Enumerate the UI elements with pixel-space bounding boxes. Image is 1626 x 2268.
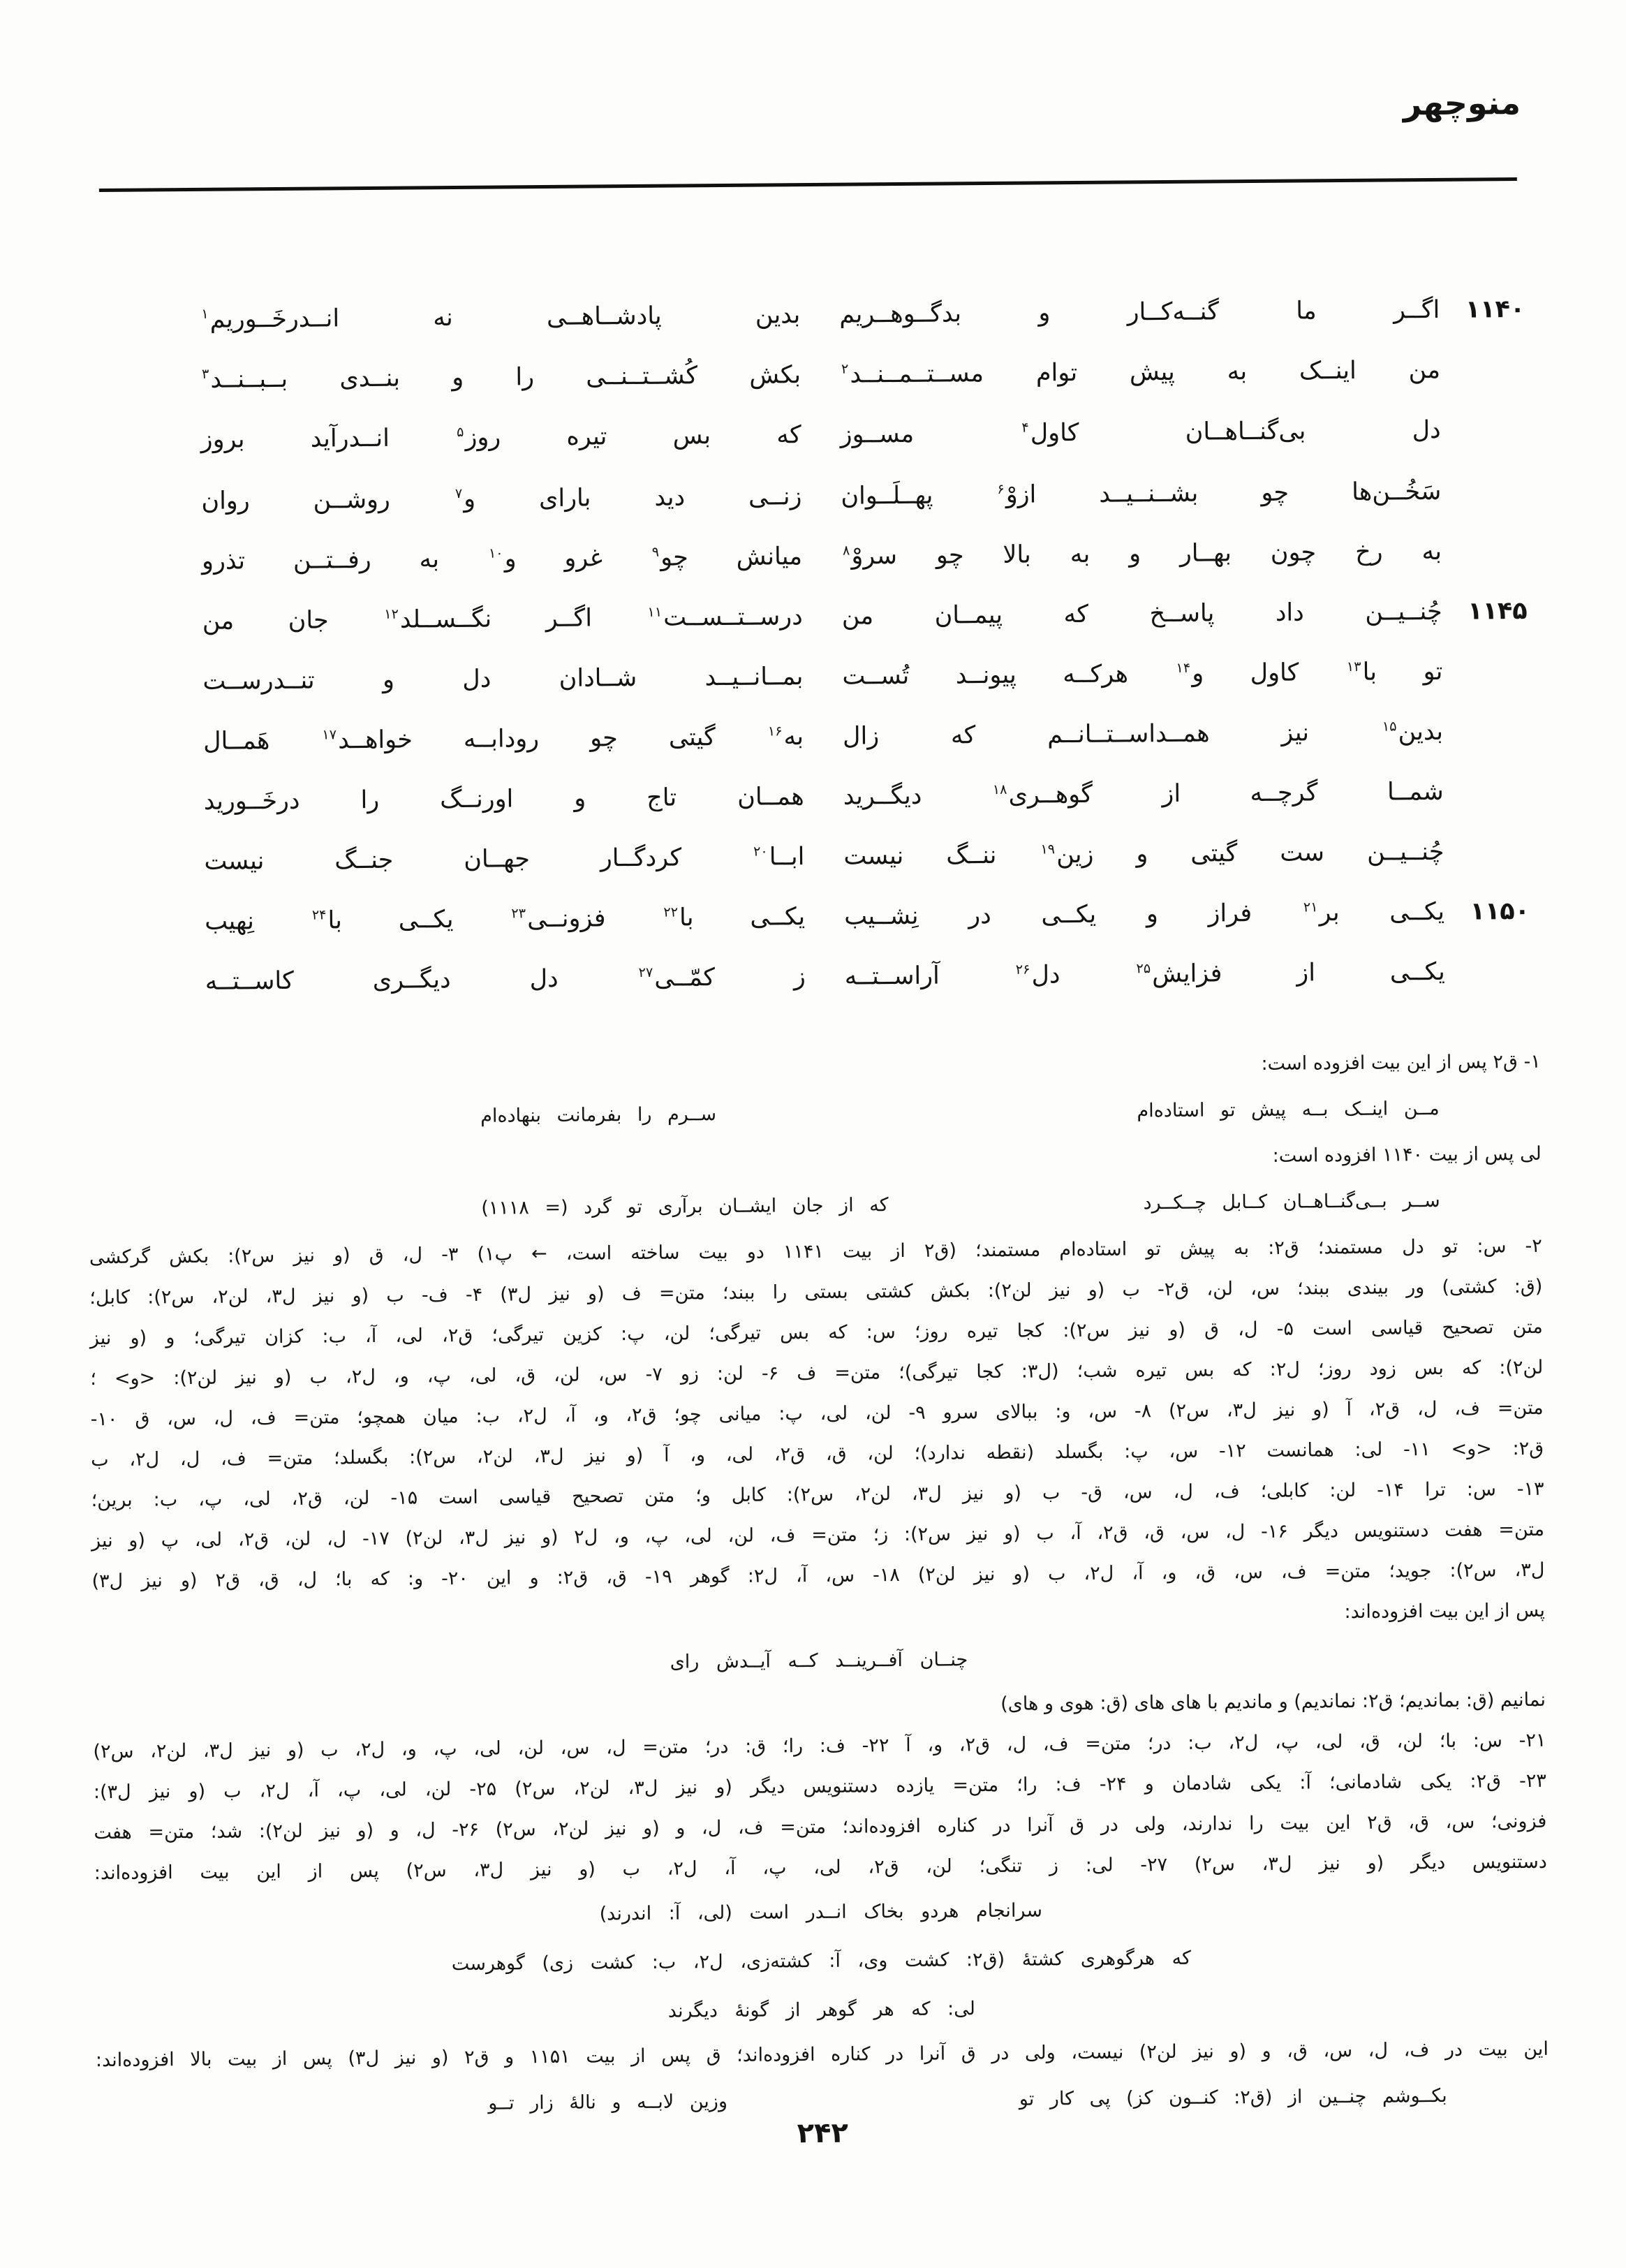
apparatus-text-line: متن تصحیح قیاسی است ۵- ل، ق (و نیز س۲): کجا تیره روز؛ س: که بس تیرگی؛ لن، پ: کزین تیرگی؛ ق۲، لی، آ، ب: کزان تیرگی؛ و (و نیز (89, 1316, 1543, 1350)
running-title: منوچهر (1403, 84, 1521, 123)
poem-line (179, 353, 1525, 396)
footnote-marker: ۱۰ (488, 545, 503, 561)
poem-line (183, 775, 1529, 818)
hemistich-left: بدین پادشــاهــی نه انــدرخَــوریم$^۱$ (201, 301, 801, 334)
verse-number: ۱۱۴۰ (1465, 295, 1525, 324)
poem-line (181, 535, 1527, 577)
apparatus-verse-hemistich-left: ســرم را بفرمانت بنهاده‌ام (480, 1103, 717, 1127)
apparatus-footnotes (88, 1050, 1549, 2141)
footnote-marker: ۴ (1021, 419, 1029, 436)
apparatus-verse-line: که هرگوهری کشتهٔ (ق۲: کشت وی، آ: کشته‌زی، ل۲، ب: کشت زی) گوهرست (451, 1947, 1192, 1975)
apparatus-text-line: فزونی؛ س، ق، ق۲ این بیت را ندارند، ولی در ق آنرا در کناره افزوده‌اند؛ متن= ف، ل، و (و نیز لن۲، س۲) ۲۶- ل، و (و نیز لن۲): شد؛ متن= هفت (94, 1810, 1547, 1844)
footnote-marker: ۲۲ (663, 904, 679, 921)
header-rule (99, 177, 1517, 192)
apparatus-text-line: متن= ف، ل، ق۲، آ (و نیز ل۳، س۲) ۸- س، و: ببالای سرو ۹- لن، لی، پ: میانی چو؛ ق۲، و، آ، ل۲، ب: میان همچو؛ متن= ف، ل، س، ق ۱۰- (90, 1397, 1544, 1431)
hemistich-left: همــان تاج و اورنــگ را درخَــورید (203, 783, 804, 816)
footnote-marker: ۲۱ (1303, 899, 1318, 915)
poem-line (180, 413, 1526, 456)
hemistich-right: شمــا گرچــه از گوهــری$^{۱۸}$ دیگــرید (843, 777, 1444, 811)
apparatus-verse-hemistich-left: وزین لابــه و نالهٔ زار تــو (488, 2091, 728, 2114)
hemistich-right: من اینــک به پیش توام مســتــمــنــد$^۲$ (841, 355, 1441, 389)
poem-verses (179, 293, 1530, 1026)
footnote-marker: ۶ (997, 481, 1005, 498)
footnote-marker: ۲ (841, 360, 849, 378)
footnote-marker: ۲۴ (311, 906, 327, 923)
poem-line (184, 955, 1530, 998)
hemistich-right: به رخ چون بهــار و به بالا چو سروْ$^۸$ (842, 537, 1442, 570)
apparatus-text-line: ل۳، س۲): جوید؛ متن= ف، س، ق، و، آ، ل۲، ب (و نیز لن۲) ۱۸- س، آ، ل۲: گوهر ۱۹- ق، ق۲: و این ۲۰- و: که با؛ ل، ق، ق۲ (و نیز ل۳) (91, 1559, 1545, 1593)
footnote-marker: ۲۰ (753, 843, 768, 860)
footnote-marker: ۵ (457, 424, 464, 441)
apparatus-text-line: متن= هفت دستنویس دیگر ۱۶- ل، س، ق، ق۲، آ، ب (و نیز س۲): ز؛ متن= ف، لن، لی، پ، و، ل۲ (و نیز ل۳، لن۲) ۱۷- ل، لن، ق۲، لی، پ (و نیز (91, 1518, 1545, 1552)
verse-number (1440, 377, 1525, 378)
apparatus-verse-line: لی: که هر گوهر از گونهٔ دیگرند (667, 1998, 976, 2022)
hemistich-left: بکش کُشــتــنــی را و بنــدی بــبــنــد$^۳$ (201, 361, 801, 394)
hemistich-left: زنــی دید بارای و$^۷$ روشــن روان (201, 483, 802, 515)
hemistich-left: یکــی با$^{۲۲}$ فزونــی$^{۲۳}$ یکــی با$^{۲۴}$ نِهیب (204, 903, 806, 936)
apparatus-verse-hemistich-right: بکــوشم چنــین از (ق۲: کنــون کز) پی کار تو (1019, 2084, 1447, 2110)
footnote-marker: ۱۵ (1382, 718, 1397, 735)
apparatus-text-line: این بیت در ف، ل، س، ق، و (و نیز لن۲) نیست، ولی در ق آنرا در کناره افزوده‌اند؛ ق پس از بیت ۱۱۵۱ و ق۲ (و نیز ل۳) پس از بیت بالا افزوده‌اند: (95, 2038, 1549, 2072)
apparatus-text-line: لی پس از بیت ۱۱۴۰ افزوده است: (1272, 1142, 1542, 1167)
footnote-marker: ۲۵ (1136, 960, 1151, 977)
hemistich-left: ابــا$^{۲۰}$ کردگــار جهــان جنــگ نیست (204, 843, 805, 876)
footnote-marker: ۱۸ (992, 781, 1007, 798)
footnote-marker: ۷ (454, 485, 463, 502)
hemistich-right: سَخُــن‌ها چو بشــنــیــد ازوْ$^۶$ پهــلَــوان (841, 477, 1442, 510)
footnote-marker: ۱۷ (322, 726, 337, 743)
poem-line (182, 715, 1528, 758)
poem-line (184, 895, 1530, 938)
apparatus-verse-hemistich-right: ســر بــی‌گنــاهــان کــابل چــکــرد (1143, 1189, 1440, 1214)
verse-number (1445, 979, 1530, 980)
hemistich-left: به$^{۱۶}$ گیتی چو رودابــه خواهــد$^{۱۷}$ هَمــال (202, 723, 804, 756)
footnote-marker: ۱۶ (767, 723, 783, 739)
hemistich-right: تو با$^{۱۳}$ کاول و$^{۱۴}$ هرکــه پیونــد تُســت (842, 657, 1443, 691)
apparatus-text-line: دستنویس دیگر (و نیز ل۳، س۲) ۲۷- لی: ز تنگی؛ لن، ق۲، لی، پ، آ، ل۲، ب (و نیز ل۳، س۲) پس از این بیت افزوده‌اند: (94, 1850, 1547, 1885)
footnote-marker: ۹ (651, 544, 660, 561)
verse-number: ۱۱۵۰ (1470, 897, 1530, 926)
hemistich-right: دل بی‌گنــاهــان کاول$^۴$ مســوز (840, 415, 1441, 449)
hemistich-left: ز کمّــی$^{۲۷}$ دل دیگــری کاســتــه (205, 963, 806, 996)
verse-number (1444, 799, 1529, 800)
footnote-marker: ۱۴ (1176, 660, 1191, 677)
hemistich-right: بدین$^{۱۵}$ نیز همــداســتــانــم که زال (842, 717, 1444, 751)
page-number: ۲۴۲ (797, 2116, 849, 2150)
footnote-marker: ۳ (201, 366, 209, 383)
hemistich-right: یکــی از فزایش$^{۲۵}$ دل$^{۲۶}$ آراســتــه (844, 957, 1445, 991)
footnote-marker: ۱ (201, 306, 209, 323)
footnote-marker: ۲۶ (1015, 961, 1030, 978)
apparatus-verse (480, 1091, 1440, 1134)
hemistich-right: اگــر ما گنــه‌کــار و بدگــوهــریم (839, 295, 1440, 329)
apparatus-verse-line: چنــان آفــرینــد کــه آیــدش رای (670, 1649, 968, 1673)
footnote-marker: ۲۷ (638, 964, 653, 981)
apparatus-text-line: ۲- س: تو دل مستمند؛ ق۲: به پیش تو استاده‌ام مستمند؛ (ق۲ از بیت ۱۱۴۱ دو بیت ساخته است، ← پ۱) ۳- ل، ق (و نیز س۲): بکش گرکشی (89, 1235, 1542, 1269)
apparatus-text-line: ۲۳- ق۲: یکی شادمانی؛ آ: یکی شادمان و ۲۴- ف: را؛ متن= یازده دستنویس دیگر (و نیز ل۳، لن۲، س۲) ۲۵- لن، لی، پ، آ، ل۲، ب (و نیز ل۳): (93, 1769, 1546, 1804)
apparatus-text-line: ۱۳- س: ترا ۱۴- لن: کابلی؛ ف، ل، س، ق- ب (و نیز ل۳، لن۲، س۲): کابل و؛ متن تصحیح قیاسی است ۱۵- لن، ق۲، لی، پ، ب: برین؛ (91, 1478, 1544, 1512)
footnote-marker: ۱۹ (1040, 841, 1056, 857)
hemistich-left: که بس تیره روز$^۵$ انــدرآید بروز (200, 421, 801, 454)
apparatus-text-line: ق۲: <و> ۱۱- لی: همانست ۱۲- س، پ: بگسلد (نقطه ندارد)؛ لن، ق، ق۲، لی، و، آ (و نیز ل۳، لن۲، س۲): بگسلد؛ متن= ف، ل، ل۲، ب (91, 1437, 1544, 1471)
apparatus-text-line: نمانیم (ق: بماندیم؛ ق۲: نماندیم) و ماندیم با های های (ق: هوی و های) (1000, 1688, 1546, 1715)
hemistich-left: بمــانــیــد شــادان دل و تنــدرســت (202, 663, 804, 695)
apparatus-verse-line: سرانجام هردو بخاک انــدر است (لی، آ: اندرند) (599, 1899, 1043, 1925)
apparatus-text-line: (ق: کشتی) ور بیندی ببند؛ س، لن، ق۲- ب (و نیز لن۲): بکش کشتی بستی را ببند؛ متن= ف (و نیز ل۳) ۴- ف- ب (و نیز ل۳، لن۲، س۲): کابل؛ (89, 1275, 1543, 1309)
poem-line (182, 595, 1528, 638)
poem-line (180, 475, 1526, 517)
apparatus-text-line: ۱- ق۲ پس از این بیت افزوده است: (1261, 1050, 1541, 1075)
apparatus-verse-hemistich-right: مــن اینــک بــه پیش تو استاده‌ام (1137, 1097, 1440, 1122)
poem-line (179, 293, 1525, 336)
footnote-marker: ۱۱ (647, 604, 663, 621)
footnote-marker: ۲۳ (511, 905, 526, 922)
verse-number (1444, 859, 1529, 860)
poem-line (183, 835, 1529, 878)
hemistich-left: میانش چو$^۹$ غرو و$^{۱۰}$ به رفــتــن تذرو (201, 543, 803, 575)
footnote-marker: ۱۲ (384, 605, 399, 623)
hemistich-right: یکــی بر$^{۲۱}$ فراز و یکــی در نِشــیب (843, 897, 1445, 931)
apparatus-text-line: پس از این بیت افزوده‌اند: (1344, 1599, 1546, 1623)
apparatus-verse-hemistich-left: که از جان ایشــان برآری تو گرد (= ۱۱۱۸) (481, 1194, 889, 1219)
verse-number: ۱۱۴۵ (1468, 596, 1528, 626)
apparatus-text-line: ۲۱- س: با؛ لن، ق، لی، پ، ل۲، ب: در؛ متن= ف، ل، ق۲، و، آ ۲۲- ف: را؛ ق: در؛ متن= ل، س، لن، لی، پ، و، ل۲، ب (و نیز ل۳، لن۲، س۲) (93, 1729, 1546, 1763)
footnote-marker: ۸ (842, 542, 850, 559)
apparatus-text-line: لن۲): که بس زود روز؛ ل۲: که بس تیره شب؛ (ل۳: کجا تیرگی)؛ متن= ف ۶- لن: زو ۷- س، لن، ق، لی، پ، و، ل۲، ب (و نیز لن۲): <و> ؛ (90, 1356, 1544, 1390)
hemistich-left: درســتــســت$^{۱۱}$ اگــر نگــســلد$^{۱۲}$ جان من (202, 603, 803, 635)
verse-number (1441, 437, 1526, 438)
footnote-marker: ۱۳ (1346, 658, 1361, 675)
hemistich-right: چُنــیــن داد پاســخ که پیمــان من (841, 597, 1442, 631)
apparatus-verse (481, 1184, 1440, 1226)
poem-line (182, 655, 1528, 698)
hemistich-right: چُنــیــن ست گیتی و زین$^{۱۹}$ ننــگ نیست (843, 837, 1444, 871)
